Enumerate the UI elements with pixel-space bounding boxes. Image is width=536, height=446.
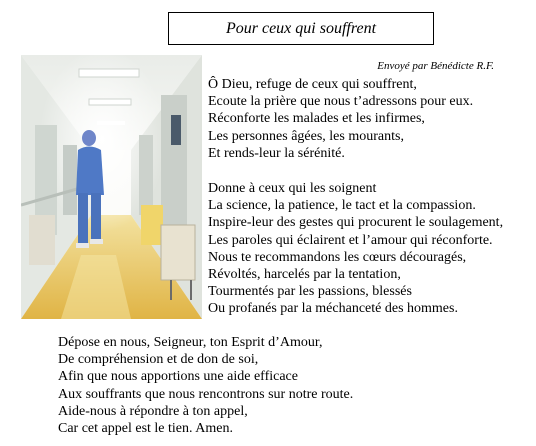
stanza-2 <box>208 180 503 318</box>
poem-line: Ecoute la prière que nous t’adressons pour eux. <box>208 94 474 110</box>
stanza-3 <box>58 334 353 437</box>
poem-line: Ou profanés par la méchanceté des hommes. <box>208 301 458 317</box>
poem-line: Nous te recommandons les cœurs découragés, <box>208 249 467 265</box>
poem-line: Aux souffrants que nous rencontrons sur notre route. <box>58 386 354 402</box>
poem-line: Et rends-leur la sérénité. <box>208 145 345 161</box>
poem-line: Donne à ceux qui les soignent <box>208 181 377 196</box>
poem-line: Les personnes âgées, les mourants, <box>208 128 404 144</box>
poem-line: De compréhension et de don de soi, <box>58 352 259 368</box>
poem-line: Révoltés, harcelés par la tentation, <box>208 267 401 283</box>
poem-line: Inspire-leur des gestes qui procurent le soulagement, <box>208 215 504 231</box>
poem-line: Dépose en nous, Seigneur, ton Esprit d’Amour, <box>58 335 323 350</box>
page-title: Pour ceux qui souffrent <box>225 19 377 37</box>
stanza-1 <box>208 76 473 162</box>
poem-line: Réconforte les malades et les infirmes, <box>208 111 425 127</box>
poem-line: Car cet appel est le tien. Amen. <box>58 421 233 437</box>
hospital-corridor-photo <box>21 55 202 319</box>
poem-line: Aide-nous à répondre à ton appel, <box>58 403 248 419</box>
poem-line: Tourmentés par les passions, blessés <box>208 284 412 300</box>
poem-line: Afin que nous apportions une aide efficace <box>58 369 298 385</box>
byline: Envoyé par Bénédicte R.F. <box>377 60 494 72</box>
title-box <box>168 12 434 45</box>
poem-line: Ô Dieu, refuge de ceux qui souffrent, <box>208 77 417 92</box>
poem-line: Les paroles qui éclairent et l’amour qui réconforte. <box>208 232 493 248</box>
poem-line: La science, la patience, le tact et la compassion. <box>208 198 476 214</box>
